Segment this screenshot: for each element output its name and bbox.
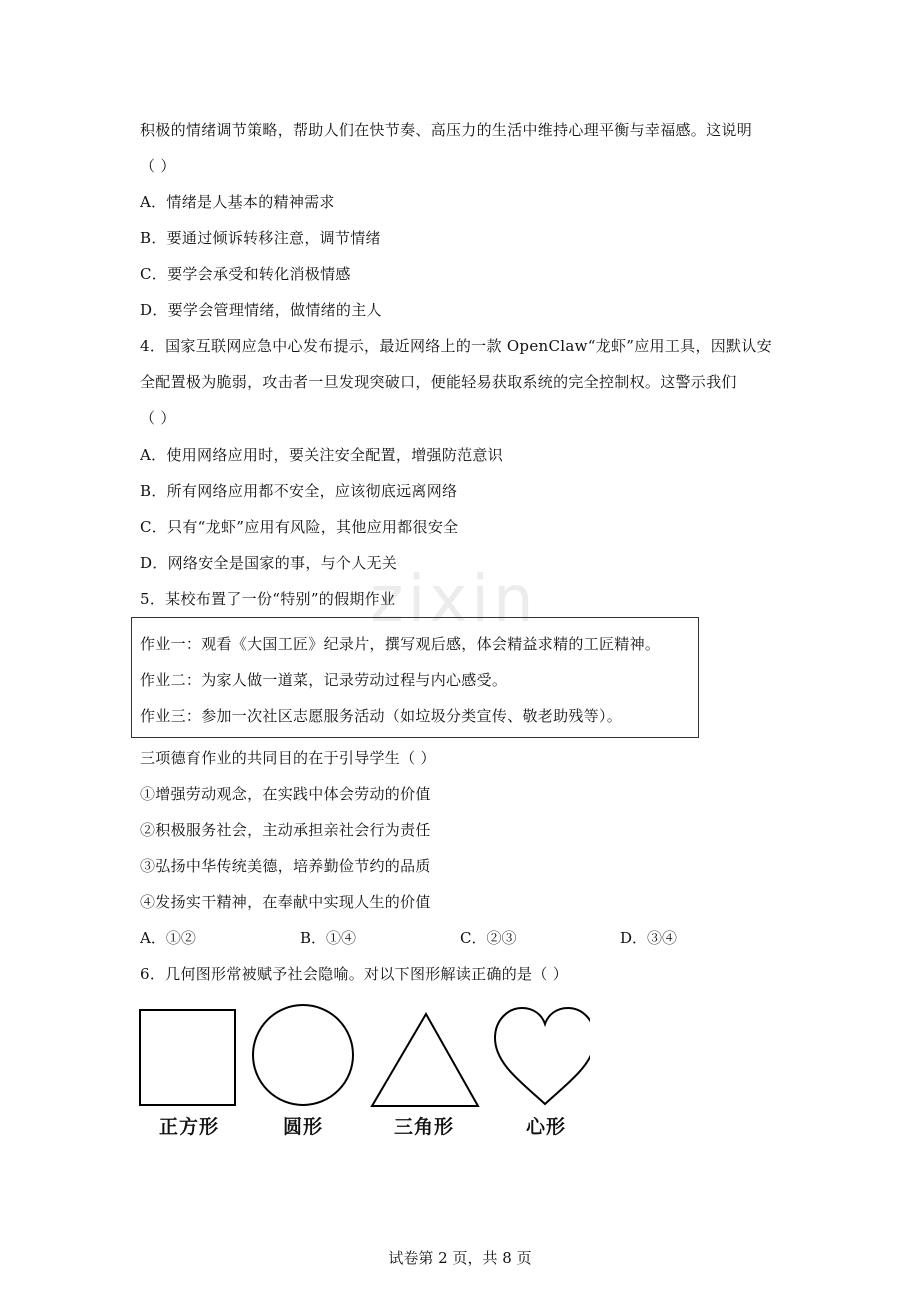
q3-option-b: B．要通过倾诉转移注意，调节情绪 [140, 229, 381, 247]
heart-shape [495, 1008, 590, 1104]
q4-option-c: C．只有“龙虾”应用有风险，其他应用都很安全 [140, 518, 459, 536]
q5-stem: 5．某校布置了一份“特别”的假期作业 [140, 590, 396, 608]
triangle-label: 三角形 [394, 1116, 455, 1138]
homework-item-2: 作业二：为家人做一道菜，记录劳动过程与内心感受。 [140, 671, 508, 689]
q4-answer-blank: （ ） [140, 409, 176, 427]
page-footer: 试卷第 2 页，共 8 页 [388, 1249, 532, 1267]
circle-label: 圆形 [283, 1116, 324, 1138]
circle-shape [253, 1005, 353, 1105]
q4-stem-line2: 全配置极为脆弱，攻击者一旦发现突破口，便能轻易获取系统的完全控制权。这警示我们 [140, 373, 737, 391]
q5-choice-c: C．②③ [460, 929, 517, 947]
triangle-shape [372, 1014, 478, 1106]
q5-statement-4: ④发扬实干精神，在奉献中实现人生的价值 [140, 893, 431, 911]
q3-stem-line: 积极的情绪调节策略，帮助人们在快节奏、高压力的生活中维持心理平衡与幸福感。这说明 [140, 121, 753, 139]
q4-option-b: B．所有网络应用都不安全，应该彻底远离网络 [140, 482, 458, 500]
q4-stem-line1: 4．国家互联网应急中心发布提示，最近网络上的一款 OpenClaw“龙虾”应用工具，因默认安 [140, 337, 772, 355]
square-shape [140, 1010, 235, 1105]
q5-statement-2: ②积极服务社会，主动承担亲社会行为责任 [140, 821, 431, 839]
homework-box [131, 617, 699, 738]
q5-statement-1: ①增强劳动观念，在实践中体会劳动的价值 [140, 785, 431, 803]
homework-item-3: 作业三：参加一次社区志愿服务活动（如垃圾分类宣传、敬老助残等）。 [140, 707, 623, 725]
square-label: 正方形 [159, 1116, 220, 1138]
q3-option-c: C．要学会承受和转化消极情感 [140, 265, 351, 283]
q5-statement-3: ③弘扬中华传统美德，培养勤俭节约的品质 [140, 857, 431, 875]
q3-option-a: A．情绪是人基本的精神需求 [140, 193, 335, 211]
q5-question: 三项德育作业的共同目的在于引导学生（ ） [140, 749, 436, 767]
homework-item-1: 作业一：观看《大国工匠》纪录片，撰写观后感，体会精益求精的工匠精神。 [140, 635, 661, 653]
q4-option-d: D．网络安全是国家的事，与个人无关 [140, 554, 398, 572]
q3-option-d: D．要学会管理情绪，做情绪的主人 [140, 301, 382, 319]
q3-answer-blank: （ ） [140, 157, 176, 175]
q4-option-a: A．使用网络应用时，要关注安全配置，增强防范意识 [140, 446, 504, 464]
watermark: zixin [370, 563, 538, 637]
shape-figures [130, 1000, 590, 1110]
q5-choice-a: A．①② [140, 929, 196, 947]
q5-choice-d: D．③④ [620, 929, 678, 947]
heart-label: 心形 [526, 1116, 567, 1138]
q6-stem: 6．几何图形常被赋予社会隐喻。对以下图形解读正确的是（ ） [140, 965, 569, 983]
q5-choice-b: B．①④ [300, 929, 357, 947]
q5-choices [140, 928, 780, 950]
